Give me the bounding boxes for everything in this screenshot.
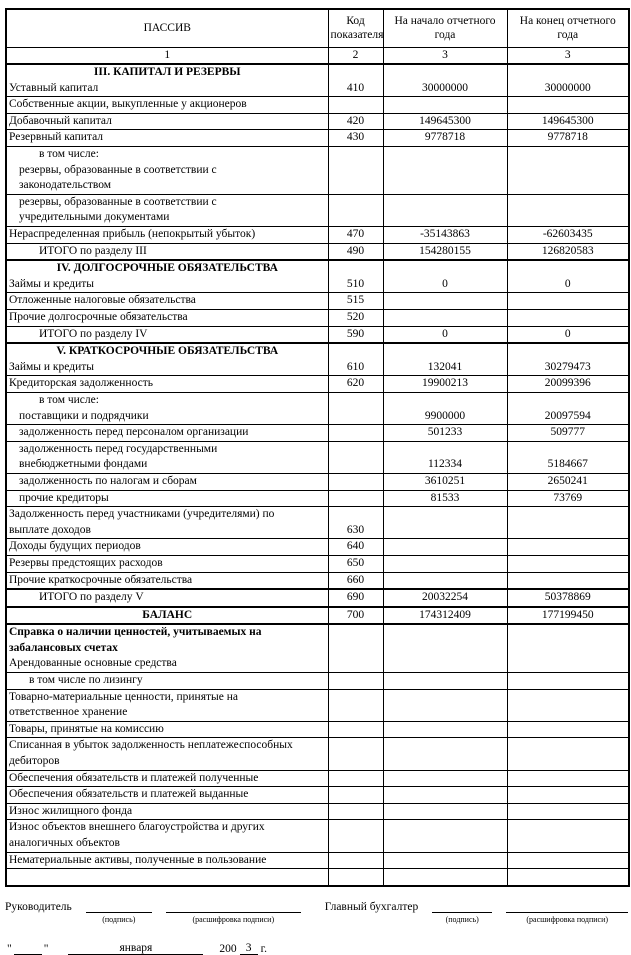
row-value-begin: 149645300 [383, 113, 507, 130]
row-value-begin: 174312409 [383, 607, 507, 625]
row-value-end [507, 555, 629, 572]
table-row [6, 490, 629, 507]
table-row [6, 787, 629, 804]
row-label: прочие кредиторы [6, 490, 328, 507]
table-row [6, 293, 629, 310]
row-code: 590 [328, 326, 383, 343]
table-row [6, 425, 629, 442]
col-number-4: 3 [507, 47, 629, 64]
row-code [328, 787, 383, 804]
row-label: Нематериальные активы, полученные в пользование [6, 852, 328, 869]
row-label: задолженность перед персоналом организации [6, 425, 328, 442]
row-label: Собственные акции, выкупленные у акционеров [6, 97, 328, 114]
row-code: 515 [328, 293, 383, 310]
row-value-end: 177199450 [507, 607, 629, 625]
row-label: Резервы предстоящих расходов [6, 555, 328, 572]
row-code [328, 97, 383, 114]
table-row [6, 147, 629, 195]
row-value-begin [383, 624, 507, 672]
accountant-signature-block [432, 900, 492, 925]
column-number-row [6, 47, 629, 64]
row-code [328, 473, 383, 490]
row-value-begin: 30000000 [383, 64, 507, 97]
row-value-begin [383, 194, 507, 226]
row-label: Справка о наличии ценностей, учитываемых на забалансовых счетах Арендованные основные средства [6, 624, 328, 672]
row-value-begin [383, 803, 507, 820]
row-value-begin [383, 572, 507, 589]
row-label: V. КРАТКОСРОЧНЫЕ ОБЯЗАТЕЛЬСТВА Займы и кредиты [6, 343, 328, 376]
row-code [328, 194, 383, 226]
head-signature-line [86, 900, 152, 913]
table-row [6, 194, 629, 226]
signature-caption: (подпись) [102, 914, 136, 924]
row-label: резервы, образованные в соответствии с учредительными документами [6, 194, 328, 226]
row-code: 660 [328, 572, 383, 589]
row-label: Списанная в убыток задолженность неплатежеспособных дебиторов [6, 738, 328, 770]
date-row [5, 942, 628, 955]
row-value-begin: 132041 [383, 343, 507, 376]
year-digit-line: 3 [240, 942, 258, 955]
row-label: Обеспечения обязательств и платежей полученные [6, 770, 328, 787]
col-number-3: 3 [383, 47, 507, 64]
row-value-end [507, 869, 629, 886]
accountant-decode-block [506, 900, 628, 925]
row-label: Отложенные налоговые обязательства [6, 293, 328, 310]
row-value-begin: 0 [383, 326, 507, 343]
row-label: Резервный капитал [6, 130, 328, 147]
row-value-end: 126820583 [507, 243, 629, 260]
row-value-end [507, 673, 629, 690]
row-value-begin [383, 310, 507, 327]
table-row [6, 689, 629, 721]
table-row [6, 310, 629, 327]
table-row [6, 721, 629, 738]
row-value-end: 73769 [507, 490, 629, 507]
row-value-begin [383, 738, 507, 770]
row-code [328, 441, 383, 473]
table-row [6, 869, 629, 886]
row-value-end [507, 787, 629, 804]
row-value-end [507, 572, 629, 589]
row-code [328, 852, 383, 869]
table-row [6, 392, 629, 424]
row-value-begin [383, 820, 507, 852]
row-label: Товары, принятые на комиссию [6, 721, 328, 738]
accountant-decode-line [506, 900, 628, 913]
row-value-end: 50378869 [507, 589, 629, 607]
row-value-end: 5184667 [507, 441, 629, 473]
row-value-end: 30279473 [507, 343, 629, 376]
row-value-begin [383, 147, 507, 195]
accountant-signature-line [432, 900, 492, 913]
row-value-end [507, 803, 629, 820]
col-number-1: 1 [6, 47, 328, 64]
row-code: 410 [328, 64, 383, 97]
table-row [6, 607, 629, 625]
col-number-2: 2 [328, 47, 383, 64]
table-row [6, 260, 629, 293]
row-value-begin [383, 539, 507, 556]
row-value-end: 0 [507, 326, 629, 343]
row-value-end [507, 820, 629, 852]
table-row [6, 130, 629, 147]
row-code: 620 [328, 376, 383, 393]
decode-caption: (расшифровка подписи) [192, 914, 275, 924]
row-value-begin: -35143863 [383, 227, 507, 244]
row-value-end [507, 624, 629, 672]
row-label: Прочие краткосрочные обязательства [6, 572, 328, 589]
open-quote: " [7, 942, 12, 955]
row-value-end: 9778718 [507, 130, 629, 147]
row-label: Нераспределенная прибыль (непокрытый убыток) [6, 227, 328, 244]
row-label: Добавочный капитал [6, 113, 328, 130]
signature-caption: (подпись) [445, 914, 479, 924]
col-header-passiv: ПАССИВ [6, 9, 328, 47]
row-label: Задолженность перед участниками (учредителями) по выплате доходов [6, 507, 328, 539]
table-row [6, 113, 629, 130]
row-code [328, 490, 383, 507]
row-label: в том числе: резервы, образованные в соответствии с законодательством [6, 147, 328, 195]
table-row [6, 770, 629, 787]
table-row [6, 673, 629, 690]
month-line: января [68, 942, 203, 955]
row-value-end: 20099396 [507, 376, 629, 393]
row-value-begin [383, 869, 507, 886]
table-row [6, 343, 629, 376]
row-label: ИТОГО по разделу V [6, 589, 328, 607]
liabilities-table [5, 8, 630, 887]
row-label: Кредиторская задолженность [6, 376, 328, 393]
head-decode-block [166, 900, 301, 925]
row-label: в том числе по лизингу [6, 673, 328, 690]
table-row [6, 243, 629, 260]
row-code: 420 [328, 113, 383, 130]
row-code [328, 770, 383, 787]
row-value-end: 20097594 [507, 392, 629, 424]
row-value-end [507, 97, 629, 114]
row-label: Износ объектов внешнего благоустройства и других аналогичных объектов [6, 820, 328, 852]
row-value-begin [383, 555, 507, 572]
table-body [6, 64, 629, 886]
row-value-end: 30000000 [507, 64, 629, 97]
row-value-end [507, 147, 629, 195]
row-value-end [507, 293, 629, 310]
row-value-begin: 20032254 [383, 589, 507, 607]
row-value-begin: 81533 [383, 490, 507, 507]
table-row [6, 624, 629, 672]
table-row [6, 64, 629, 97]
row-value-begin: 154280155 [383, 243, 507, 260]
row-value-end: 509777 [507, 425, 629, 442]
row-code [328, 673, 383, 690]
row-value-begin: 0 [383, 260, 507, 293]
row-value-begin: 112334 [383, 441, 507, 473]
table-row [6, 473, 629, 490]
row-value-begin [383, 673, 507, 690]
row-code [328, 869, 383, 886]
row-value-end [507, 194, 629, 226]
col-header-begin-year: На начало отчетного года [383, 9, 507, 47]
head-decode-line [166, 900, 301, 913]
row-value-end [507, 507, 629, 539]
table-row [6, 803, 629, 820]
row-value-begin [383, 97, 507, 114]
row-value-end: 2650241 [507, 473, 629, 490]
row-code: 430 [328, 130, 383, 147]
row-code: 650 [328, 555, 383, 572]
row-value-begin [383, 507, 507, 539]
row-value-begin: 9900000 [383, 392, 507, 424]
row-value-begin [383, 852, 507, 869]
row-value-end [507, 539, 629, 556]
row-value-end [507, 852, 629, 869]
row-label: Обеспечения обязательств и платежей выданные [6, 787, 328, 804]
row-value-end: 0 [507, 260, 629, 293]
row-label: III. КАПИТАЛ И РЕЗЕРВЫ Уставный капитал [6, 64, 328, 97]
table-row [6, 326, 629, 343]
table-row [6, 738, 629, 770]
row-value-begin [383, 770, 507, 787]
row-label [6, 869, 328, 886]
table-row [6, 852, 629, 869]
row-value-begin [383, 721, 507, 738]
col-header-end-year: На конец отчетного года [507, 9, 629, 47]
row-value-begin [383, 293, 507, 310]
row-code: 510 [328, 260, 383, 293]
close-quote: " [43, 942, 49, 955]
table-header-row [6, 9, 629, 47]
row-value-begin: 19900213 [383, 376, 507, 393]
row-value-begin: 3610251 [383, 473, 507, 490]
row-code: 470 [328, 227, 383, 244]
row-code [328, 738, 383, 770]
row-code: 640 [328, 539, 383, 556]
accountant-group [325, 900, 628, 925]
row-code [328, 624, 383, 672]
row-value-end [507, 770, 629, 787]
row-label: Прочие долгосрочные обязательства [6, 310, 328, 327]
row-value-begin [383, 787, 507, 804]
row-value-begin: 501233 [383, 425, 507, 442]
row-label: Износ жилищного фонда [6, 803, 328, 820]
col-header-code: Код показателя [328, 9, 383, 47]
row-code: 490 [328, 243, 383, 260]
row-code: 630 [328, 507, 383, 539]
table-row [6, 539, 629, 556]
row-code [328, 425, 383, 442]
year-suffix: г. [260, 942, 267, 955]
row-code [328, 721, 383, 738]
table-row [6, 97, 629, 114]
row-code: 700 [328, 607, 383, 625]
table-row [6, 555, 629, 572]
table-row [6, 589, 629, 607]
row-value-begin: 9778718 [383, 130, 507, 147]
row-code [328, 803, 383, 820]
row-label: IV. ДОЛГОСРОЧНЫЕ ОБЯЗАТЕЛЬСТВА Займы и кредиты [6, 260, 328, 293]
row-label: задолженность перед государственными внебюджетными фондами [6, 441, 328, 473]
row-value-end: -62603435 [507, 227, 629, 244]
row-value-end [507, 738, 629, 770]
row-code: 610 [328, 343, 383, 376]
row-value-end: 149645300 [507, 113, 629, 130]
row-code: 520 [328, 310, 383, 327]
signature-row [5, 900, 628, 925]
accountant-label: Главный бухгалтер [324, 900, 419, 913]
row-value-end [507, 721, 629, 738]
head-signature-block [86, 900, 152, 925]
row-value-begin [383, 689, 507, 721]
row-value-end [507, 689, 629, 721]
table-row [6, 572, 629, 589]
row-code [328, 392, 383, 424]
table-row [6, 441, 629, 473]
year-prefix: 200 [219, 942, 237, 955]
row-value-end [507, 310, 629, 327]
row-label: в том числе: поставщики и подрядчики [6, 392, 328, 424]
row-label: Доходы будущих периодов [6, 539, 328, 556]
row-label: ИТОГО по разделу IV [6, 326, 328, 343]
day-blank-line [14, 942, 42, 955]
row-code: 690 [328, 589, 383, 607]
row-label: БАЛАНС [6, 607, 328, 625]
table-row [6, 227, 629, 244]
row-label: Товарно-материальные ценности, принятые на ответственное хранение [6, 689, 328, 721]
table-row [6, 376, 629, 393]
row-label: задолженность по налогам и сборам [6, 473, 328, 490]
head-label: Руководитель [5, 900, 72, 913]
decode-caption: (расшифровка подписи) [526, 914, 609, 924]
row-label: ИТОГО по разделу III [6, 243, 328, 260]
row-code [328, 147, 383, 195]
table-row [6, 820, 629, 852]
row-code [328, 820, 383, 852]
row-code [328, 689, 383, 721]
table-row [6, 507, 629, 539]
